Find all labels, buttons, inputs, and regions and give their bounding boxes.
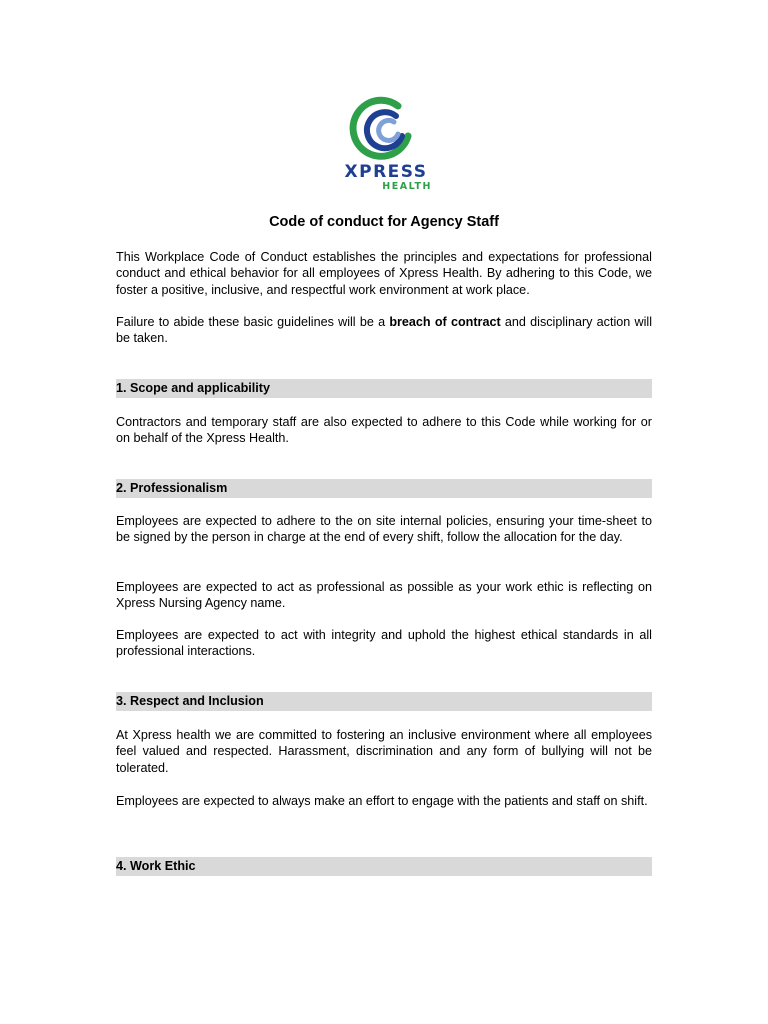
- professionalism-paragraph-3: Employees are expected to act with integrity and uphold the highest ethical standards in all professional interactions.: [116, 628, 652, 659]
- logo-swirl-icon: [336, 92, 436, 164]
- intro-paragraph-2: [116, 314, 652, 347]
- intro-p2-after: and disciplinary action will be taken.: [116, 315, 652, 346]
- xpress-health-logo: [336, 92, 436, 196]
- respect-paragraph-1: At Xpress health we are committed to fostering an inclusive environment where all employees feel valued and respected. Harassment, discrimination and any form of bullying will not be tolerated.: [116, 728, 652, 775]
- document-title: Code of conduct for Agency Staff: [269, 214, 499, 230]
- intro-p2-before: Failure to abide these basic guidelines will be a: [116, 315, 390, 329]
- section-heading-label: 4. Work Ethic: [116, 859, 196, 873]
- section-heading-professionalism: [116, 479, 652, 498]
- professionalism-paragraph-2: Employees are expected to act as professional as possible as your work ethic is reflecting on Xpress Nursing Agency name.: [116, 580, 652, 611]
- scope-paragraph-1: Contractors and temporary staff are also expected to adhere to this Code while working for or on behalf of the Xpress Health.: [116, 415, 652, 446]
- intro-paragraph-1: This Workplace Code of Conduct establishes the principles and expectations for professional conduct and ethical behavior for all employees of Xpress Health. By adhering to this Code, we foster a positive, inclusive, and respectful work environment at work place.: [116, 250, 652, 297]
- section-heading-work-ethic: [116, 857, 652, 876]
- logo-wordmark: XPRESS: [344, 162, 428, 182]
- breach-of-contract-text: breach of contract: [389, 315, 501, 329]
- professionalism-paragraph-1: Employees are expected to adhere to the on site internal policies, ensuring your time-sheet to be signed by the person in charge at the end of every shift, follow the allocation for the day.: [116, 514, 652, 545]
- respect-paragraph-2: Employees are expected to always make an effort to engage with the patients and staff on shift.: [116, 794, 648, 808]
- section-heading-label: 1. Scope and applicability: [116, 381, 270, 395]
- logo-subtitle: HEALTH: [382, 181, 432, 192]
- section-heading-label: 2. Professionalism: [116, 481, 228, 495]
- section-heading-scope: [116, 379, 652, 398]
- section-heading-respect: [116, 692, 652, 711]
- section-heading-label: 3. Respect and Inclusion: [116, 694, 264, 708]
